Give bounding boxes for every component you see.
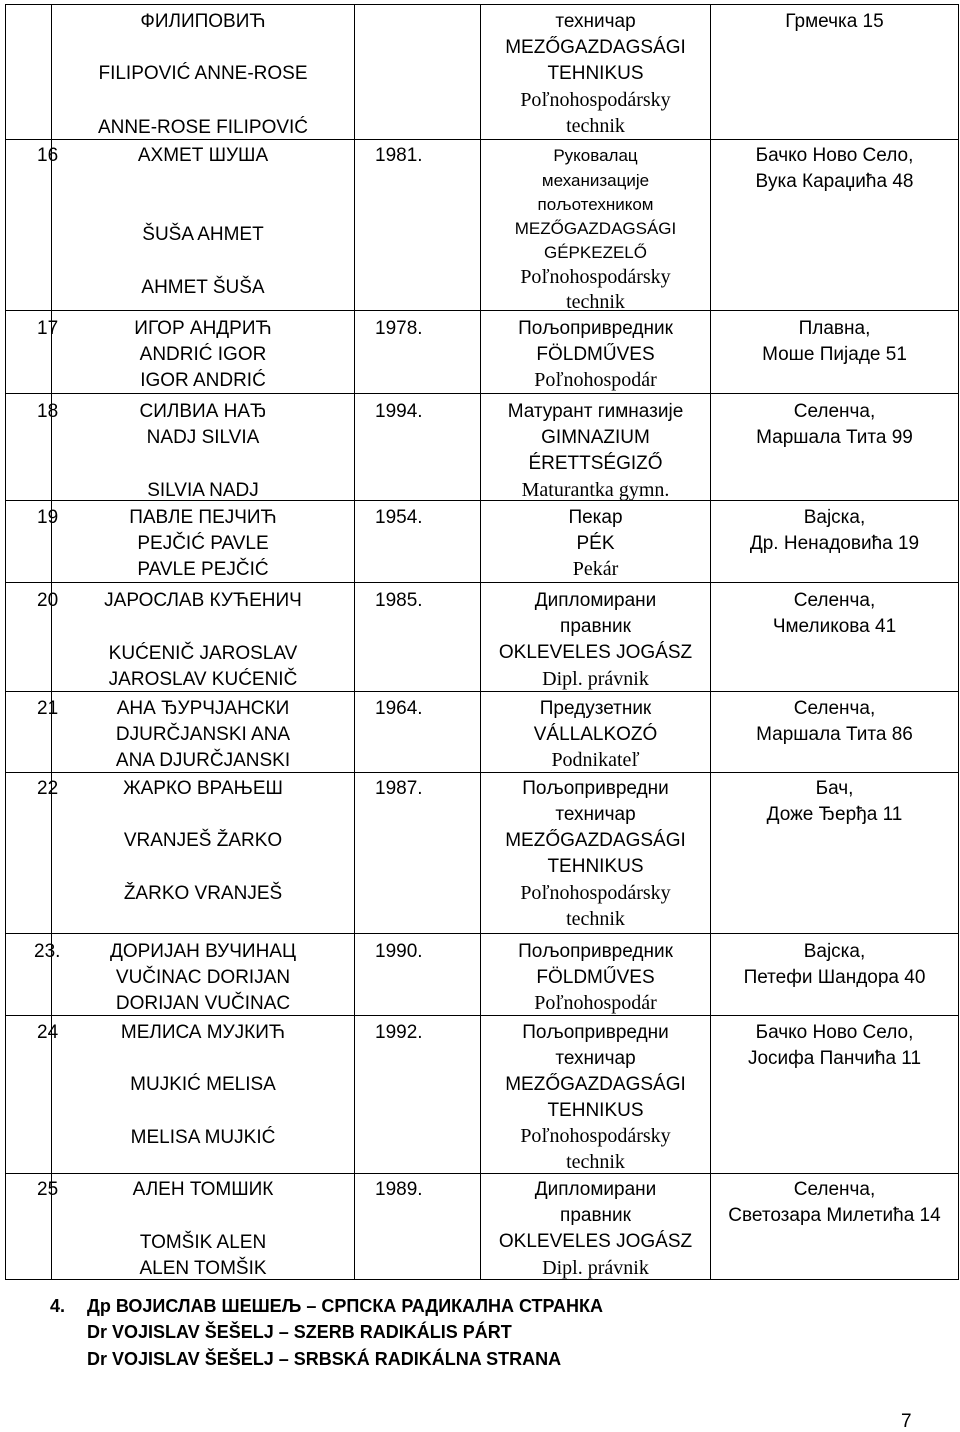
birth-year: 1954. (375, 507, 423, 528)
address-line: Чмеликова 41 (772, 616, 897, 637)
party-number: 4. (50, 1296, 66, 1316)
name-line: ŽARKO VRANJEŠ (123, 883, 283, 904)
address-line: Селенча, (793, 590, 876, 611)
name-cell (52, 1016, 355, 1174)
address-line: Моше Пијаде 51 (762, 344, 907, 365)
occupation-line: Пекар (568, 507, 623, 528)
address-line: Др. Ненадовића 19 (749, 533, 920, 554)
address-line: Бачко Ново Село, (755, 145, 914, 166)
row-number: 16 (37, 145, 59, 166)
address-line: Вајска, (803, 507, 866, 528)
occupation-line: Пољопривредни (522, 778, 669, 799)
address-cell (711, 583, 959, 692)
name-cell (52, 5, 355, 140)
num-cell (6, 311, 59, 394)
table-row (6, 394, 959, 501)
occupation-line: пољотехником (537, 195, 654, 214)
occupation-line: Дипломирани (534, 590, 657, 611)
birth-year: 1987. (375, 778, 423, 799)
address-line: Плавна, (798, 318, 871, 339)
name-line: SILVIA NADJ (147, 480, 259, 501)
name-line: KUĆENIČ JAROSLAV (108, 643, 298, 664)
year-cell (355, 1174, 481, 1280)
year-cell (355, 140, 481, 311)
occupation-line: MEZŐGAZDAGSÁGI (505, 1074, 686, 1095)
name-line: ALEN TOMŠIK (139, 1258, 267, 1279)
name-line: TOMŠIK ALEN (139, 1232, 267, 1253)
birth-year: 1994. (375, 401, 423, 422)
occupation-line: Pekár (572, 558, 619, 580)
name-cell (52, 692, 355, 773)
occupation-line: Poľnohospodársky (520, 1125, 671, 1147)
row-number: 19 (37, 507, 59, 528)
name-line: ŠUŠA AHMET (142, 224, 264, 245)
num-cell (6, 773, 59, 934)
occupation-line: technik (566, 908, 625, 930)
occupation-line: Пољопривредни (522, 1022, 669, 1043)
occupation-line: MEZŐGAZDAGSÁGI (514, 219, 677, 238)
address-line: Петефи Шандора 40 (743, 967, 926, 988)
table-row (6, 311, 959, 394)
year-cell (355, 583, 481, 692)
occupation-line: Dipl. právnik (542, 1257, 649, 1279)
occupation-cell (481, 773, 711, 934)
row-number: 23. (34, 941, 61, 962)
name-line: VUČINAC DORIJAN (115, 967, 291, 988)
occupation-line: Пољопривредник (518, 318, 673, 339)
row-number: 17 (37, 318, 59, 339)
occupation-line: правник (560, 1205, 631, 1226)
occupation-line: PÉK (576, 533, 615, 554)
address-line: Јосифа Панчића 11 (747, 1048, 922, 1069)
address-cell (711, 692, 959, 773)
address-line: Вука Караџића 48 (755, 171, 914, 192)
party-line-serbian: Др ВОЈИСЛАВ ШЕШЕЉ – СРПСКА РАДИКАЛНА СТРАНКА (87, 1296, 603, 1316)
name-line: PEJČIĆ PAVLE (137, 533, 269, 554)
name-line: АХМЕТ ШУША (137, 145, 269, 166)
occupation-line: TEHNIKUS (547, 63, 644, 84)
birth-year: 1990. (375, 941, 423, 962)
occupation-line: правник (560, 616, 631, 637)
name-cell (52, 501, 355, 583)
row-number: 24 (37, 1022, 59, 1043)
occupation-line: Poľnohospodársky (520, 266, 671, 288)
occupation-line: FÖLDMŰVES (536, 967, 655, 988)
year-cell (355, 394, 481, 501)
address-line: Маршала Тита 86 (756, 724, 913, 745)
table-row (6, 1174, 959, 1280)
year-cell (355, 934, 481, 1016)
occupation-line: техничар (555, 1048, 636, 1069)
party-line-slovak: Dr VOJISLAV ŠEŠELJ – SRBSKÁ RADIKÁLNA STRANA (87, 1349, 562, 1369)
occupation-line: technik (566, 1151, 625, 1173)
table-row (6, 692, 959, 773)
birth-year: 1989. (375, 1179, 423, 1200)
party-line-hungarian: Dr VOJISLAV ŠEŠELJ – SZERB RADIKÁLIS PÁRT (87, 1322, 512, 1342)
year-cell (355, 501, 481, 583)
occupation-cell (481, 583, 711, 692)
name-line: ПАВЛЕ ПЕЈЧИЋ (129, 507, 277, 528)
num-cell (6, 583, 59, 692)
occupation-cell (481, 394, 711, 501)
num-cell (6, 394, 59, 501)
occupation-line: GÉPKEZELŐ (544, 243, 647, 262)
name-cell (52, 140, 355, 311)
name-line: ДОРИЈАН ВУЧИНАЦ (109, 941, 297, 962)
name-line: АНА ЂУРЧЈАНСКИ (116, 698, 290, 719)
table-row (6, 1016, 959, 1174)
page-number: 7 (901, 1411, 912, 1432)
address-cell (711, 773, 959, 934)
num-cell (6, 934, 61, 1016)
name-line: NADJ SILVIA (146, 427, 260, 448)
address-line: Маршала Тита 99 (756, 427, 913, 448)
occupation-line: GIMNAZIUM (541, 427, 650, 448)
occupation-line: ÉRETTSÉGIZŐ (528, 453, 663, 474)
occupation-line: Пољопривредник (518, 941, 673, 962)
name-line: АЛЕН ТОМШИК (132, 1179, 274, 1200)
name-line: СИЛВИА НАЂ (139, 401, 267, 422)
address-line: Селенча, (793, 1179, 876, 1200)
address-line: Вајска, (803, 941, 866, 962)
address-cell (711, 140, 959, 311)
name-line: PAVLE PEJČIĆ (137, 559, 269, 580)
occupation-line: TEHNIKUS (547, 856, 644, 877)
name-line: ANNE-ROSE FILIPOVIĆ (97, 117, 309, 138)
occupation-line: technik (566, 115, 625, 137)
year-cell (355, 311, 481, 394)
occupation-cell (481, 1016, 711, 1174)
num-cell (6, 5, 52, 140)
birth-year: 1992. (375, 1022, 423, 1043)
year-cell (355, 773, 481, 934)
year-cell (355, 692, 481, 773)
name-line: JAROSLAV KUĆENIČ (108, 669, 298, 690)
name-cell (52, 394, 355, 501)
row-number: 21 (37, 698, 59, 719)
table-row (6, 583, 959, 692)
address-line: Бачко Ново Село, (755, 1022, 914, 1043)
table-row (6, 501, 959, 583)
address-cell (711, 501, 959, 583)
address-line: Доже Ђерђа 11 (766, 804, 903, 825)
occupation-line: Poľnohospodár (534, 369, 657, 391)
name-line: IGOR ANDRIĆ (140, 370, 266, 391)
year-cell (355, 5, 481, 140)
name-cell (52, 311, 355, 394)
address-line: Бач, (815, 778, 854, 799)
name-line: ЈАРОСЛАВ КУЋЕНИЧ (104, 590, 302, 611)
name-line: МЕЛИСА МУЈКИЋ (120, 1022, 286, 1043)
address-cell (711, 5, 959, 140)
address-cell (711, 934, 959, 1016)
occupation-line: Руковалац (553, 146, 638, 165)
row-number: 20 (37, 590, 59, 611)
occupation-line: Poľnohospodársky (520, 882, 671, 904)
name-line: MUJKIĆ MELISA (130, 1074, 276, 1095)
name-line: ФИЛИПОВИЋ (140, 11, 266, 32)
occupation-line: MEZŐGAZDAGSÁGI (505, 37, 686, 58)
name-line: ЖАРКО ВРАЊЕШ (123, 778, 283, 799)
occupation-line: Poľnohospodársky (520, 89, 671, 111)
occupation-line: FÖLDMŰVES (536, 344, 655, 365)
occupation-cell (481, 501, 711, 583)
address-line: Селенча, (793, 698, 876, 719)
occupation-line: VÁLLALKOZÓ (533, 724, 658, 745)
occupation-line: Дипломирани (534, 1179, 657, 1200)
occupation-line: Podnikateľ (551, 749, 640, 771)
table-row (6, 5, 959, 140)
name-line: MELISA MUJKIĆ (130, 1127, 276, 1148)
birth-year: 1981. (375, 145, 423, 166)
name-cell (52, 1174, 355, 1280)
occupation-cell (481, 692, 711, 773)
occupation-line: Poľnohospodár (534, 992, 657, 1014)
occupation-line: technik (566, 291, 625, 313)
occupation-cell (481, 1174, 711, 1280)
occupation-line: TEHNIKUS (547, 1100, 644, 1121)
num-cell (6, 1016, 59, 1174)
name-line: DORIJAN VUČINAC (115, 993, 291, 1014)
occupation-line: Матурант гимназије (507, 401, 684, 422)
occupation-cell (481, 934, 711, 1016)
occupation-line: OKLEVELES JOGÁSZ (498, 642, 693, 663)
occupation-line: техничар (555, 804, 636, 825)
occupation-line: MEZŐGAZDAGSÁGI (505, 830, 686, 851)
birth-year: 1964. (375, 698, 423, 719)
num-cell (6, 501, 59, 583)
occupation-line: Dipl. právnik (542, 668, 649, 690)
name-cell (52, 773, 355, 934)
address-line: Грмечка 15 (785, 11, 884, 32)
row-number: 18 (37, 401, 59, 422)
name-line: ANDRIĆ IGOR (139, 344, 267, 365)
name-line: FILIPOVIĆ ANNE-ROSE (98, 63, 308, 84)
name-cell (52, 583, 355, 692)
num-cell (6, 692, 59, 773)
name-line: VRANJEŠ ŽARKO (123, 830, 283, 851)
occupation-line: OKLEVELES JOGÁSZ (498, 1231, 693, 1252)
birth-year: 1978. (375, 318, 423, 339)
address-cell (711, 311, 959, 394)
table-row (6, 773, 959, 934)
address-line: Селенча, (793, 401, 876, 422)
occupation-line: Предузетник (539, 698, 652, 719)
name-cell (52, 934, 355, 1016)
name-line: AHMET ŠUŠA (141, 277, 265, 298)
row-number: 25 (37, 1179, 59, 1200)
address-cell (711, 1016, 959, 1174)
name-line: ИГОР АНДРИЋ (134, 318, 272, 339)
name-line: DJURČJANSKI ANA (115, 724, 291, 745)
birth-year: 1985. (375, 590, 423, 611)
address-cell (711, 1174, 959, 1280)
address-cell (711, 394, 959, 501)
year-cell (355, 1016, 481, 1174)
row-number: 22 (37, 778, 59, 799)
occupation-line: Maturantka gymn. (521, 479, 670, 501)
num-cell (6, 1174, 59, 1280)
table-row (6, 140, 959, 311)
occupation-cell (481, 140, 711, 311)
candidate-table (5, 4, 959, 1280)
table-row (6, 934, 959, 1016)
occupation-cell (481, 5, 711, 140)
occupation-line: техничар (555, 11, 636, 32)
occupation-line: механизације (541, 171, 650, 190)
num-cell (6, 140, 59, 311)
occupation-cell (481, 311, 711, 394)
name-line: ANA DJURČJANSKI (115, 750, 291, 771)
address-line: Светозара Милетића 14 (728, 1205, 941, 1226)
